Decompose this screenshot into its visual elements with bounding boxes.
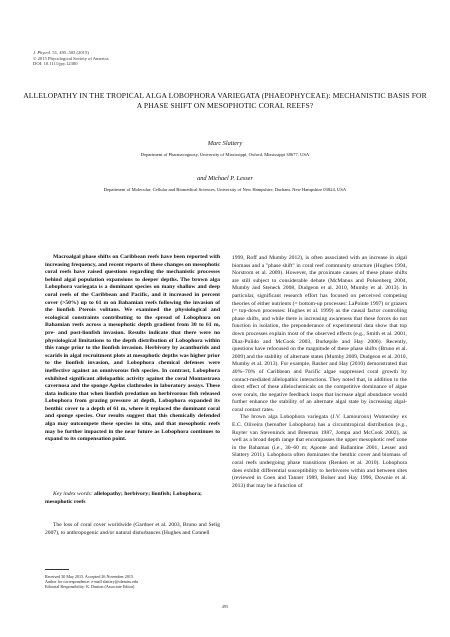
keywords-text: allelopathy; herbivory; lionfish; Lobophora; mesophotic reefs (45, 491, 202, 505)
right-column (232, 255, 407, 490)
article-title: ALLELOPATHY IN THE TROPICAL ALGA LOBOPHORA VARIEGATA (PHAEOPHYCEAE): MECHANISTIC BASIS FOR A PHASE SHIFT ON MESOPHOTIC CORAL REEFS? (23, 91, 427, 110)
coauthor-affiliation: Department of Molecular, Cellular and Biomedical Sciences, University of New Hampshire, Durham, New Hampshire 03824, USA (103, 187, 347, 192)
right-column-paragraph: 1999, Roff and Mumby 2012), is often associated with an increase in algal biomass and a "phase shift" in coral reef community structure (Hughes 1994, Norstrom et al. 2009). However, the proximate causes of these phase shifts are still subject to considerable debate (McManus and Polsenberg 2004, Mumby and Steneck 2008, Dudgeon et al. 2010, Mumby et al. 2013). In particular, significant research effort has focused on perceived competing theories of either nutrients (= bottom-up processes: LaPointe 1997) or grazers (= top-down processes: Hughes et al. 1999) as the causal factor controlling phase shifts, and while there is increasing awareness that these forces do not function in isolation, the preponderance of experimental data show that top down processes explain most of the observed effects (e.g., Smith et al. 2001, Diaz-Pulido and McCook 2003, Burkepile and Hay 2006). Recently, questions have refocused on the magnitude of these phase shifts (Bruno et al. 2009) and the stability of alternate states (Mumby 2009, Dudgeon et al. 2010, Mumby et al. 2013). For example, Rasher and Hay (2010) demonstrated that 40%–70% of Caribbean and Pacific algae suppressed coral growth by contact-mediated allelopathic interactions. They noted that, in addition to the direct effect of these allelochemicals on the competitive dominance of algae over corals, the negative feedback loops that increase algal abundance would further enhance the stability of an alternate algal state by increasing algal-coral contact rates. (232, 255, 407, 413)
author-affiliation: Department of Pharmacognosy, University of Mississippi, Oxford, Mississippi 38677, USA (140, 152, 310, 157)
footnote-received: Received 30 May 2015. Accepted 26 November 2015. (45, 574, 135, 579)
journal-reference: 51, 495–505 (2015) (52, 50, 89, 55)
right-column-paragraph: The brown alga Lobophora variegata (J.V. Lamouroux) Womersley ex E.C. Oliveira (hereafter Lobophora) has a circumtropical distribution (e.g., Ruyter van Steveninck and Breeman 1987, Jompa and McCook 2002), as well as a broad depth range that encompasses the upper mesophotic reef zone in the Bahamas (i.e., 30–60 m; Aponte and Ballantine 2001, Lesser and Slattery 2011). Lobophora often dominates the benthic cover and biomass of coral reefs undergoing phase transitions (Renken et al. 2010). Lobophora does exhibit differential susceptibility to herbivores within and between sites (reviewed in Coen and Tanner 1989, Bolser and Hay 1996, Downie et al. 2013) that may be a function of (232, 414, 407, 489)
page-number: 495 (221, 604, 229, 609)
keywords-label: Key index words: (53, 491, 93, 497)
journal-name: J. Phycol. (33, 50, 52, 55)
copyright-line: © 2015 Phycological Society of America (33, 55, 109, 61)
footnote-divider (45, 569, 69, 570)
footnote-editorial: Editorial Responsibility: K. Dunton (Associate Editor) (45, 584, 135, 590)
abstract: Macroalgal phase shifts on Caribbean reefs have been reported with increasing frequency, and recent reports of these changes on mesophotic coral reefs have raised questions regarding the mechanistic processes behind algal population expansions to deeper depths. The brown alga Lobophora variegata is a dominant species on many shallow and deep coral reefs of the Caribbean and Pacific, and it increased in percent cover (>50%) up to 61 m on Bahamian reefs following the invasion of the lionfish Pterois volitans. We examined the physiological and ecological constraints contributing to the spread of Lobophora on Bahamian reefs across a mesophotic depth gradient from 30 to 61 m, pre- and post-lionfish invasion. Results indicate that there were no physiological limitations to the depth distribution of Lobophora within this range prior to the lionfish invasion. Herbivory by acanthurids and scarids in algal recruitment plots at mesophotic depths was higher prior to the lionfish invasion, and Lobophora chemical defenses were ineffective against an omnivorous fish species. In contrast, Lobophora exhibited significant allelopathic activity against the coral Montastraea cavernosa and the sponge Agelas clathrodes in laboratory assays. These data indicate that when lionfish predation on herbivorous fish released Lobophora from grazing pressure at depth, Lobophora expanded its benthic cover to a depth of 61 m, where it replaced the dominant coral and sponge species. Our results suggest that this chemically defended alga may outcompete these species in situ, and that mesophotic reefs may be further impacted in the near future as Lobophora continues to expand to its compensation point. (45, 254, 220, 443)
doi-line: DOI: 10.1111/jpy.12300 (33, 61, 78, 67)
introduction-start: The loss of coral cover worldwide (Gardner et al. 2003, Bruno and Selig 2007), to anthropogenic and/or natural disturbances (Hughes and Connell (45, 522, 220, 536)
author-name: Marc Slattery (207, 140, 243, 147)
keywords (45, 491, 220, 506)
journal-header (33, 50, 109, 67)
footnotes (45, 574, 220, 590)
footnote-correspondence: Author for correspondence: e-mail slattery@olemiss.edu (45, 579, 139, 585)
coauthor-name: and Michael P. Lesser (197, 175, 253, 182)
